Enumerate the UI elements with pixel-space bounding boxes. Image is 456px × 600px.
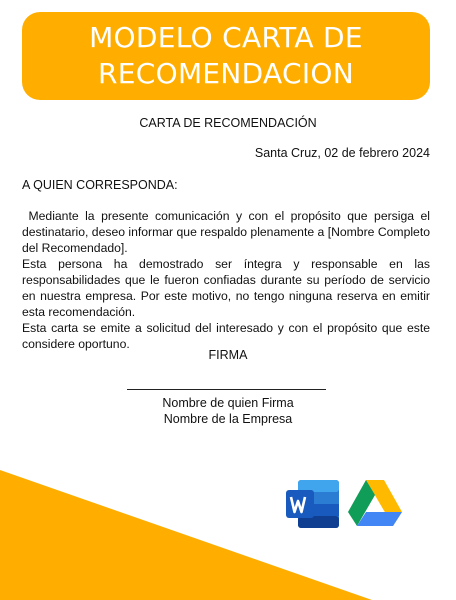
signature-block	[0, 395, 456, 427]
signature-line	[127, 389, 326, 390]
title-banner	[22, 12, 430, 100]
letter-paragraph: Esta carta se emite a solicitud del interesado y con el propósito que este considere oportuno.	[22, 321, 430, 351]
signature-label: FIRMA	[208, 348, 248, 362]
letter-title: CARTA DE RECOMENDACIÓN	[139, 116, 317, 130]
letter-paragraph: Esta persona ha demostrado ser íntegra y responsable en las responsabilidades que le fueron confiadas durante su período de servicio en nuestra empresa. Por este motivo, no tengo ninguna reserva en emitir esta recomendación.	[22, 257, 430, 319]
company-name: Nombre de la Empresa	[163, 412, 293, 426]
letter-paragraph: Mediante la presente comunicación y con el propósito que persiga el destinatario, deseo informar que respaldo plenamente a [Nombre Completo del Recomendado].	[22, 209, 434, 255]
signer-name: Nombre de quien Firma	[162, 396, 294, 410]
banner-title-line-1: MODELO CARTA DE	[89, 21, 363, 54]
letter-date: Santa Cruz, 02 de febrero 2024	[254, 146, 430, 160]
google-drive-icon	[346, 478, 404, 528]
banner-title-line-2: RECOMENDACION	[98, 57, 354, 90]
letter-body	[22, 208, 434, 352]
letter-greeting: A QUIEN CORRESPONDA:	[22, 178, 178, 192]
microsoft-word-icon	[284, 479, 340, 529]
